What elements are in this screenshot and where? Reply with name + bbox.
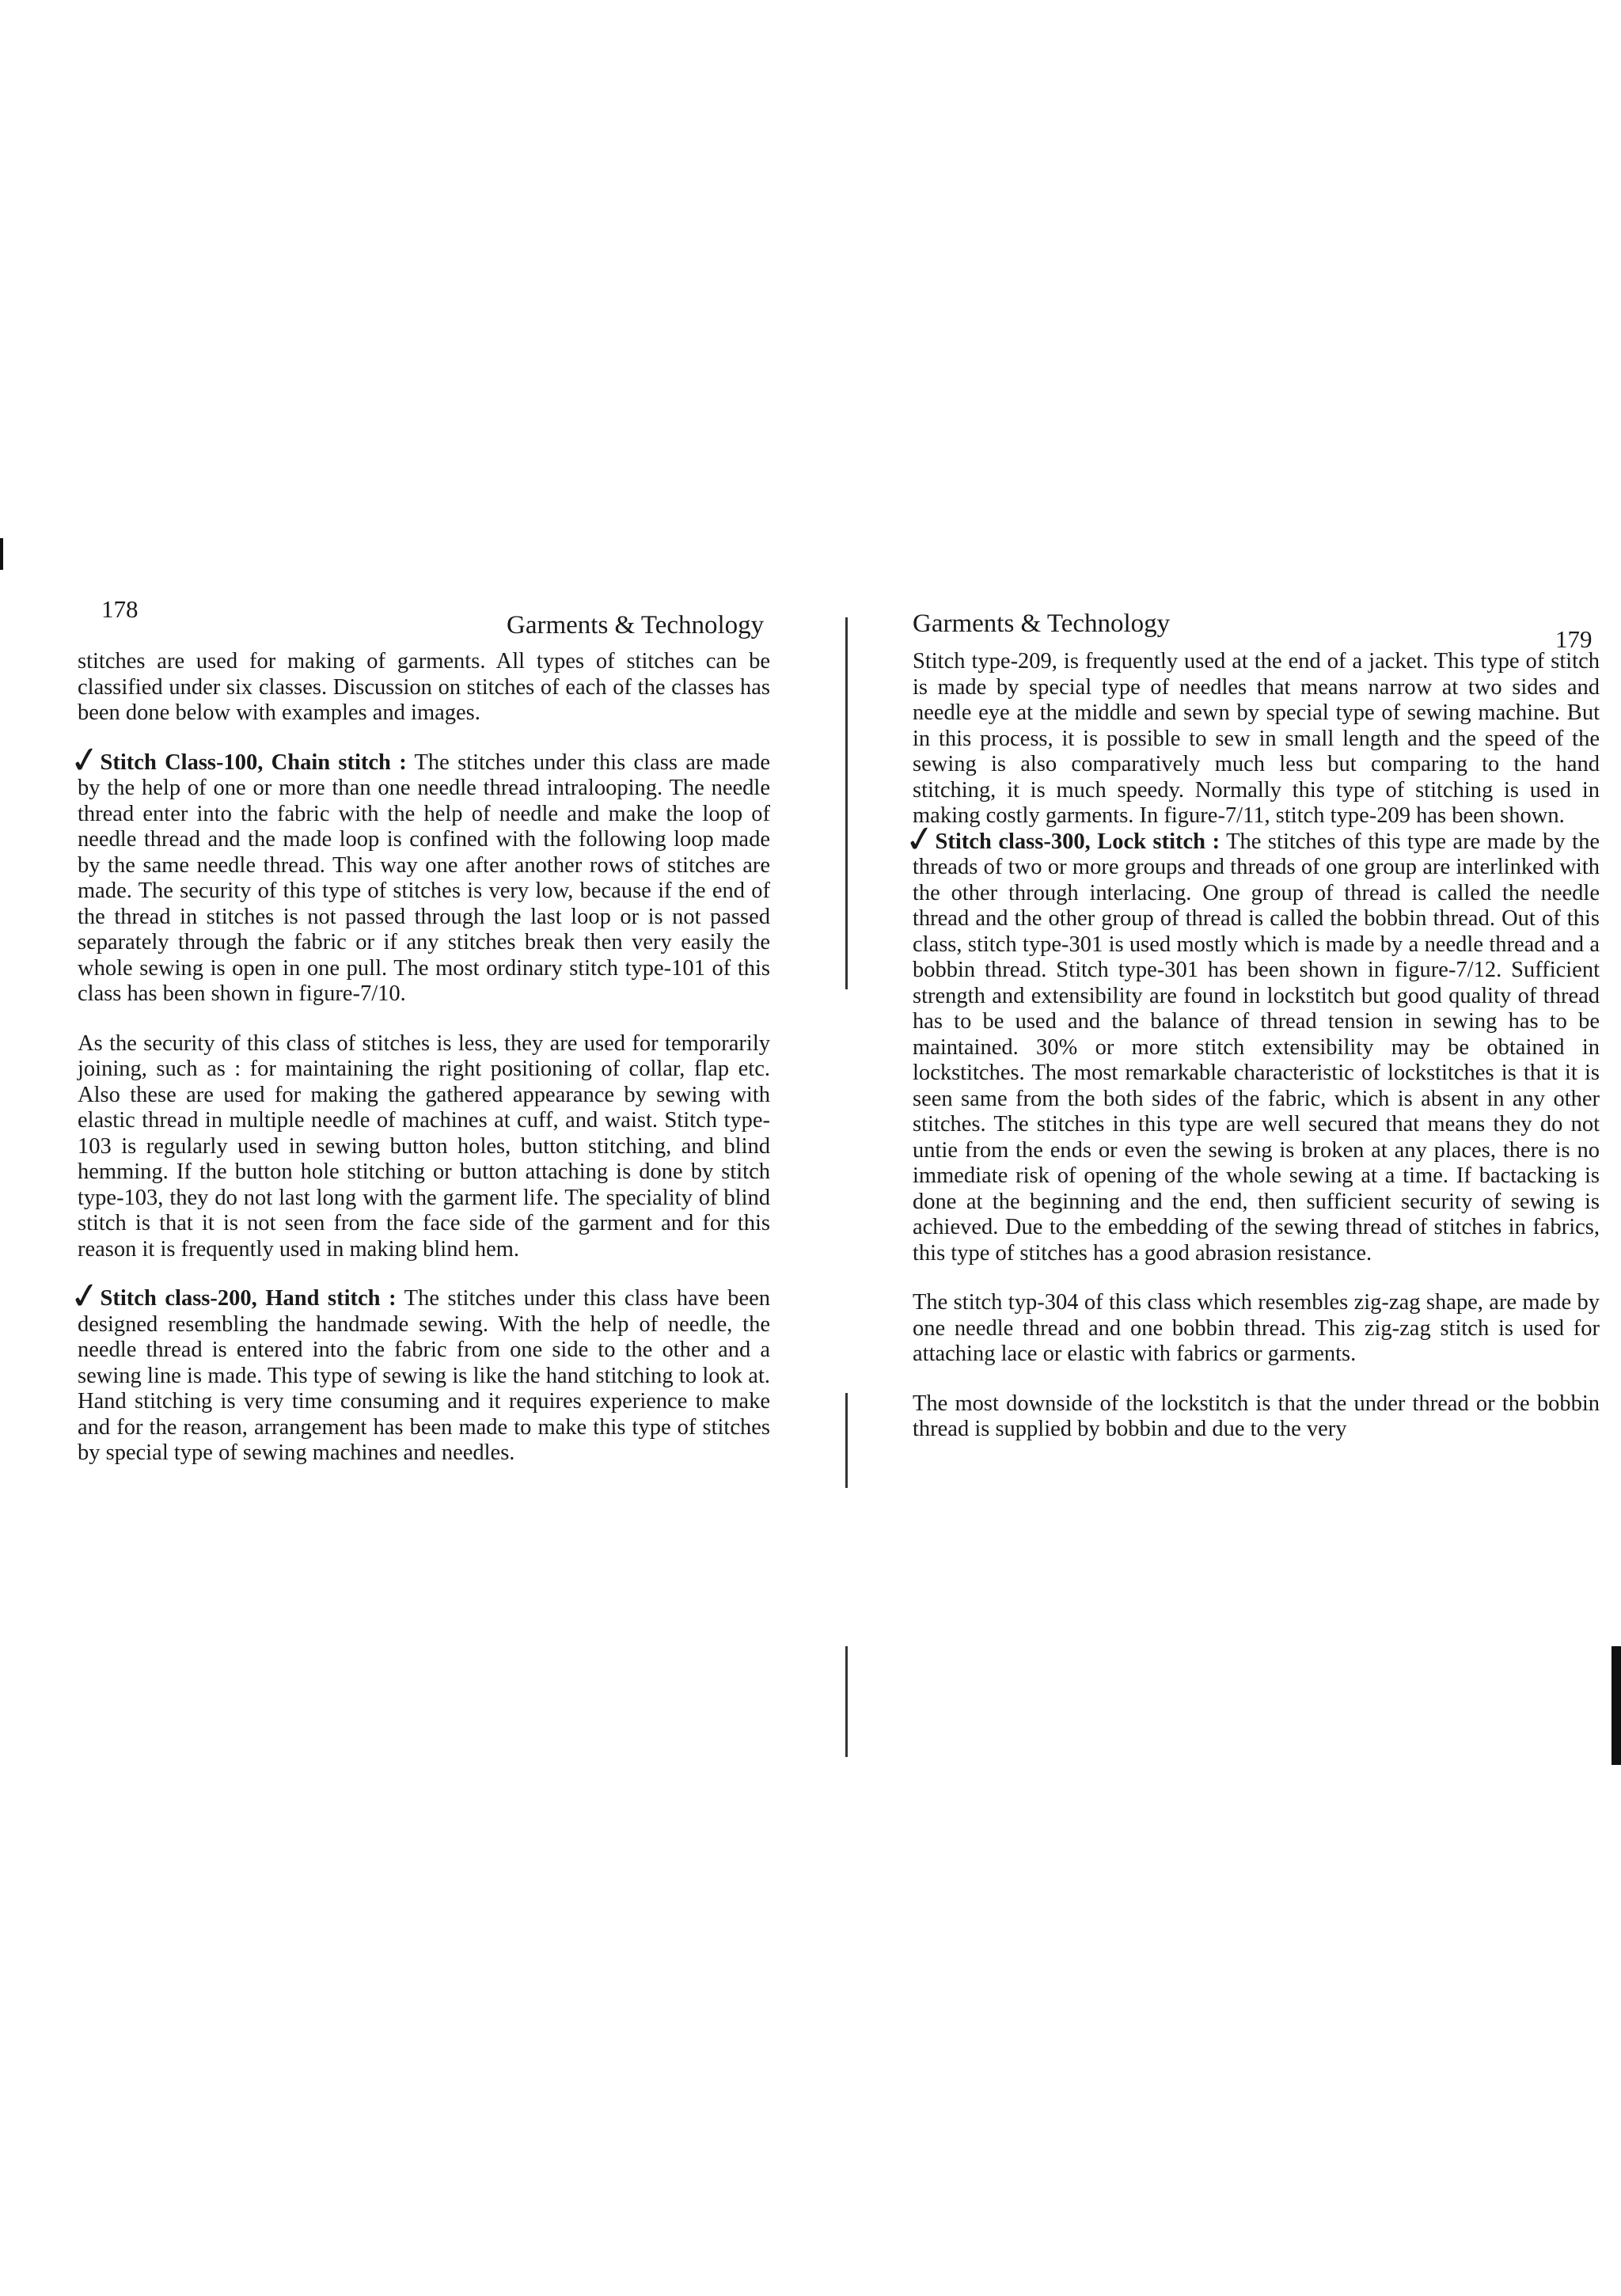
paragraph: As the security of this class of stitches is less, they are used for temporarily joining, such as : for maintaining the right positioning of collar, flap etc. Also these are used for making the gathered appearance by sewing with elastic thread in multiple needle of machines at cuff, and waist. Stitch type-103 is regularly used in sewing button holes, button stitching, and blind hemming. If the button hole stitching or button attaching is done by stitch type-103, they do not last long with the garment life. The speciality of blind stitch is that it is not seen from the face side of the garment and for this reason it is frequently used in making blind hem. <box>78 1030 770 1262</box>
running-head: Garments & Technology <box>913 609 1171 638</box>
checkmark-icon: ✓ <box>66 736 104 783</box>
checkmark-icon: ✓ <box>66 1272 104 1319</box>
checkmark-icon: ✓ <box>902 815 939 862</box>
running-head: Garments & Technology <box>507 611 765 639</box>
paragraph-text: The stitches of this type are made by the threads of two or more groups and threads of one group are interlinked with the other through interlacing. One group of thread is called the needle thread and the other group of thread is called the bobbin thread. Out of this class, stitch type-301 is used mostly which is made by a needle thread and a bobbin thread. Stitch type-301 has been shown in figure-7/12. Sufficient strength and extensibility are found in lockstitch but good quality of thread has to be used and the balance of thread tension in sewing has to be maintained. 30% or more stitch extensibility may be obtained in lockstitches. The most remarkable characteristic of lockstitches is that it is seen same from the both sides of the fabric, which is absent in any other stitches. The stitches in this type are well secured that means they do not untie from the ends or even the sewing is broken at any places, there is no immediate risk of opening of the whole sewing at a time. If bactacking is done at the beginning and the end, then sufficient security of sewing is achieved. Due to the embedding of the sewing thread of stitches in fabrics, this type of stitches has a good abrasion resistance. <box>913 829 1600 1266</box>
page-number: 179 <box>1555 625 1593 653</box>
right-body <box>902 649 1600 1443</box>
paragraph-text: The stitches under this class are made by the help of one or more than one needle thread intralooping. The needle thread enter into the fabric with the help of needle and make the loop of needle thread and the made loop is confined with the following loop made by the same needle thread. This way one after another rows of stitches are made. The security of this type of stitches is very low, because if the end of the thread in stitches is not passed through the last loop or is not passed separately through the fabric or if any stitches break then very easily the whole sewing is open in one pull. The most ordinary stitch type-101 of this class has been shown in figure-7/10. <box>78 750 770 1006</box>
section-heading: Stitch Class-100, Chain stitch : <box>100 750 407 775</box>
paragraph-text: The stitches under this class have been designed resembling the handmade sewing. With the help of needle, the needle thread is entered into the fabric from one side to the other and a sewing line is made. This type of sewing is like the hand stitching to look at. Hand stitching is very time consuming and it requires experience to make and for the reason, arrangement has been made to make this type of stitches by special type of sewing machines and needles. <box>78 1286 770 1465</box>
paragraph: stitches are used for making of garments. All types of stitches can be classified under six classes. Discussion on stitches of each of the classes has been done below with examples and images. <box>78 649 770 725</box>
gutter-rule <box>845 1646 848 1757</box>
right-page <box>851 0 1621 2296</box>
paragraph: Stitch type-209, is frequently used at the end of a jacket. This type of stitch is made by special type of needles that means narrow at two sides and needle eye at the middle and sewn by special type of sewing machine. But in this process, it is possible to sew in small length and the speed of the sewing is also comparatively much less but comparing to the hand stitching, it is much speedy. Normally this type of stitching is used in making costly garments. In figure-7/11, stitch type-209 has been shown. <box>913 649 1600 828</box>
gutter-rule <box>845 617 848 989</box>
page-number: 178 <box>101 595 139 623</box>
left-body <box>66 649 770 1467</box>
paragraph <box>902 815 1600 1267</box>
paragraph <box>66 736 770 1008</box>
paragraph: The most downside of the lockstitch is that the under thread or the bobbin thread is supplied by bobbin and due to the very <box>913 1391 1600 1441</box>
paragraph: The stitch typ-304 of this class which resembles zig-zag shape, are made by one needle thread and one bobbin thread. This zig-zag stitch is used for attaching lace or elastic with fabrics or garments. <box>913 1290 1600 1366</box>
edge-mark <box>0 538 3 570</box>
paragraph <box>66 1272 770 1467</box>
section-heading: Stitch class-200, Hand stitch : <box>100 1286 397 1311</box>
gutter-rule <box>845 1393 848 1488</box>
section-heading: Stitch class-300, Lock stitch : <box>935 829 1220 854</box>
